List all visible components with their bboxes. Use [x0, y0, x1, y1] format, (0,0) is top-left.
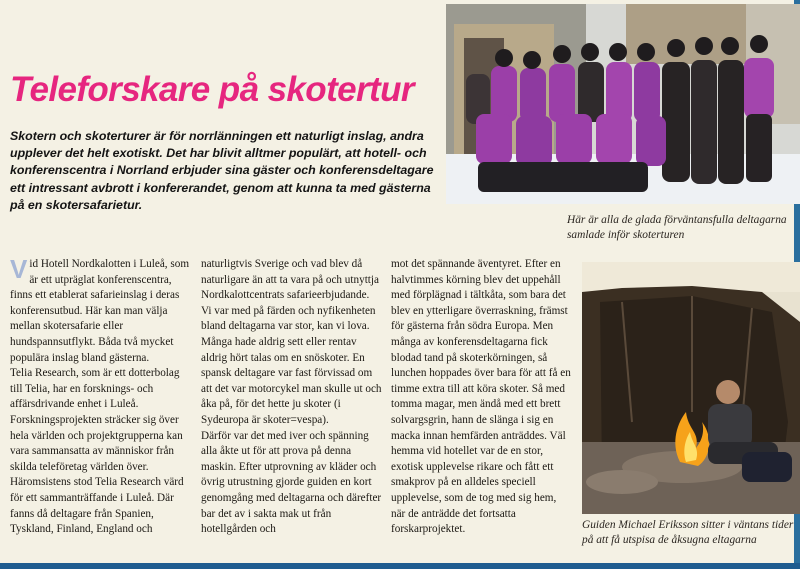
page-bottom-bar — [0, 563, 800, 569]
paragraph: Vi var med på färden och nyfikenheten bland deltagarna var stor, kan vi lova. Många hade aldrig sett eller rentav aldrig hört talas om en snöskoter. En spansk deltagare var fast förvissad om att det var motorcykel man skulle ut och åka på, för det hette ju skoter (i Sydeuropa är skoter=vespa). — [201, 304, 382, 426]
group-photo-illustration — [446, 4, 800, 204]
guide-photo-caption: Guiden Michael Eriksson sitter i väntans tider på att få utspisa de åksugna eltagarna — [582, 519, 794, 547]
group-photo-caption: Här är alla de glada förväntansfulla deltagarna samlade inför skoterturen — [567, 214, 787, 242]
paragraph: id Hotell Nordkalotten i Luleå, som är ett utpräglat konferenscentra, finns ett etablerat safarieinslag i deras konferensutbud. Här kan man välja mellan skotersafarie eller hundspannsutflykt. Båda två mycket populära inslag bland gästerna. — [10, 258, 190, 364]
group-photo — [446, 4, 800, 204]
article-headline: Teleforskare på skotertur — [10, 70, 414, 109]
paragraph: Telia Research, som är ett dotterbolag till Telia, har en forsknings- och affärsdrivande enhet i Luleå. Forskningsprojekten sträcker sig över hela världen och projektgrupperna kan vara sammansatta av människor från skilda teleföretag världen över. Häromsistens stod Telia Research värd för ett sammanträffande i Luleå. Där fanns då deltagare från Spanien, Tyskland, Finland, England och — [10, 367, 184, 536]
guide-photo-illustration — [582, 262, 800, 514]
people-front-row — [476, 114, 666, 192]
paragraph: Därför var det med iver och spänning alla åkte ut för att prova på denna maskin. Efter utprovning av kläder och övrig utrustning gjorde guiden en kort genomgång med deltagarna och därefter bar det av i sakta mak ut från hotellgården och — [201, 429, 382, 536]
text-column-2 — [201, 257, 383, 562]
drop-cap: V — [10, 257, 28, 284]
guide-photo — [582, 262, 800, 514]
article-lead: Skotern och skoterturer är för norrlänningen ett naturligt inslag, andra upplever det helt exotiskt. Det har blivit alltmer populärt, att hotell- och konferenscentra i Norrland erbjuder sina gäster och konferensdeltagare ett intressant avbrott i konfererandet, genom att kunna ta med gästerna på en skotersafarietur. — [10, 129, 434, 212]
text-column-1 — [10, 257, 192, 562]
text-column-3 — [391, 257, 573, 562]
paragraph: naturligtvis Sverige och vad blev då naturligare än att ta vara på och utnyttja Nordkalottcentrats safarieerbjudande. — [201, 258, 379, 302]
paragraph: mot det spännande äventyret. Efter en halvtimmes körning blev det uppehåll med förplägnad i tältkåta, som bara det blev en ytterligare överraskning, främst för gästerna från södra Europa. Men många av konferensdeltagarna fick blodad tand på skoterkörningen, så lunchen hoppades över bara för att få en timme extra till att köra skoter. Så med tomma magar, men ändå med ett brett solvargsgrin, hann de slänga i sig en macka innan hemfärden anträddes. Väl hemma vid hotellet var de en stor, exotisk upplevelse rikare och fått ett smakprov på en alldeles speciell upplevelse, som de tog med sig hem, när de anträdde det fortsatta forskarprojektet. — [391, 258, 571, 536]
